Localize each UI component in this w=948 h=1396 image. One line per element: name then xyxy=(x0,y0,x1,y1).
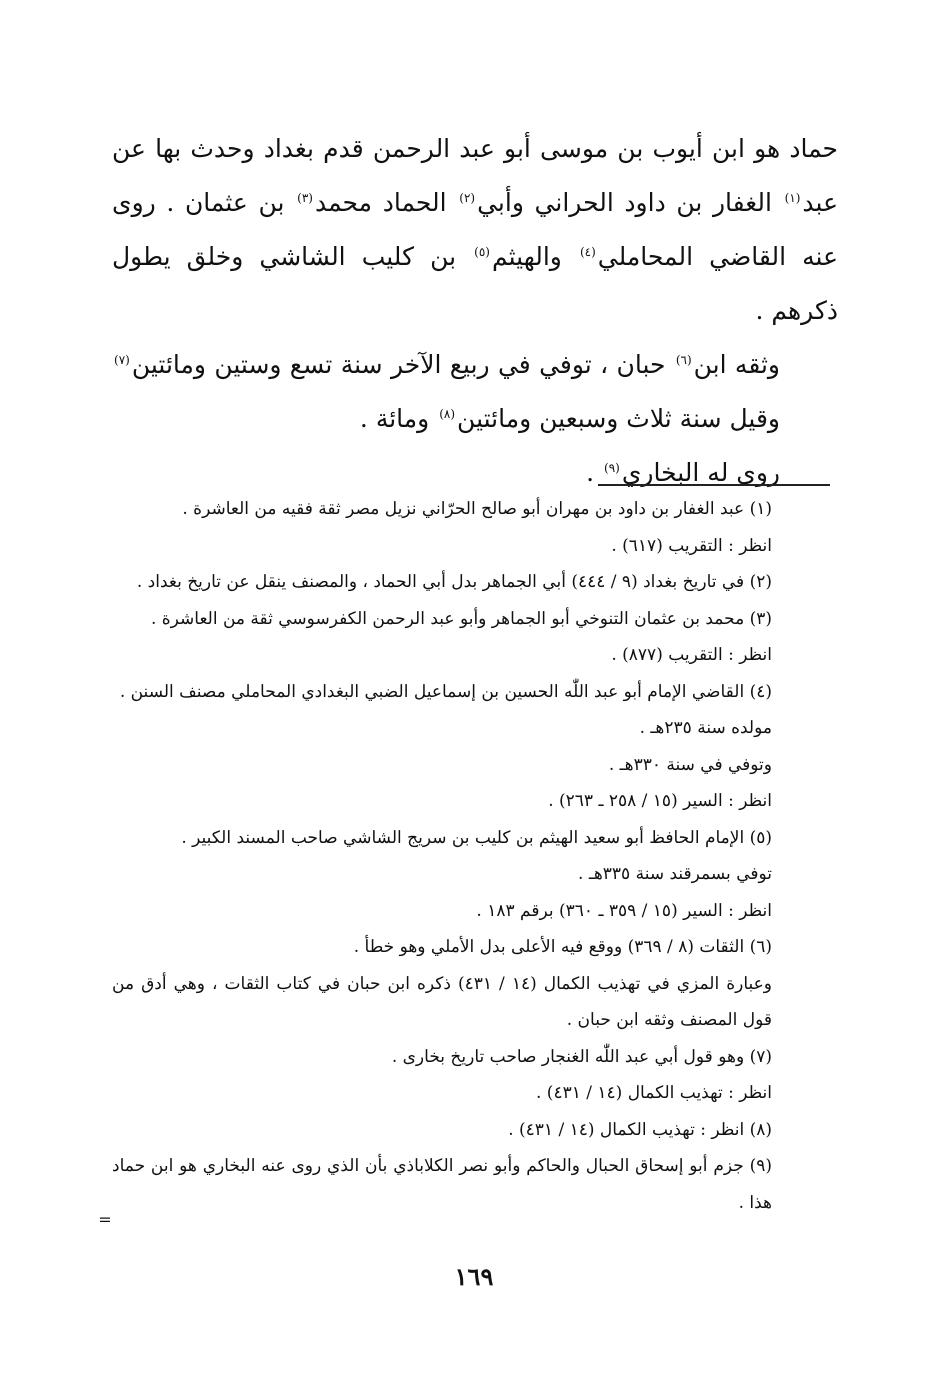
footnote-line: (٩) جزم أبو إسحاق الحبال والحاكم وأبو نصر الكلاباذي بأن الذي روى عنه البخاري هو ابن حماد هذا . xyxy=(112,1156,772,1213)
footnote-line: (١) عبد الغفار بن داود بن مهران أبو صالح الحرّاني نزيل مصر ثقة فقيه من العاشرة . xyxy=(182,499,772,519)
footnote-line: وعبارة المزي في تهذيب الكمال (١٤ / ٤٣١) ذكره ابن حبان في كتاب الثقات ، وهي أدق من قول المصنف وثقه ابن حبان . xyxy=(112,973,772,1030)
main-text-run: ومائة . xyxy=(359,404,438,433)
footnote-ref[interactable]: (٩) xyxy=(604,460,620,475)
footnote-line: انظر : التقريب (٨٧٧) . xyxy=(611,645,772,665)
main-text-run: بن عثمان . روى عنه القاضي المحاملي xyxy=(112,188,838,271)
main-paragraph xyxy=(112,122,838,338)
main-text-run: الغفار بن داود الحراني وأبي xyxy=(477,188,783,217)
footnote-line: (٥) الإمام الحافظ أبو سعيد الهيثم بن كليب بن سريج الشاشي صاحب المسند الكبير . xyxy=(181,827,772,848)
footnote-line: (٣) محمد بن عثمان التنوخي أبو الجماهر وأبو عبد الرحمن الكفرسوسي ثقة من العاشرة . xyxy=(150,608,772,629)
footnote-line: مولده سنة ٢٣٥هـ . xyxy=(639,718,772,738)
footnote-ref[interactable]: (٣) xyxy=(297,190,313,205)
footnote-line: توفي بسمرقند سنة ٣٣٥هـ . xyxy=(578,864,772,884)
footnote-ref[interactable]: (٤) xyxy=(579,244,596,259)
footnote-line: انظر : السير (١٥ / ٣٥٩ ـ ٣٦٠) برقم ١٨٣ . xyxy=(476,900,772,921)
footnotes xyxy=(112,491,830,1221)
footnote-line: (٢) في تاريخ بغداد (٩ / ٤٤٤) أبي الجماهر بدل أبي الحماد ، والمصنف ينقل عن تاريخ بغداد . xyxy=(136,572,772,592)
footnote-ref[interactable]: (٥) xyxy=(474,244,490,259)
main-text-run: روى له البخاري xyxy=(621,458,780,487)
footnote-ref[interactable]: (٧) xyxy=(114,352,130,367)
footnote-line: انظر : السير (١٥ / ٢٥٨ ـ ٢٦٣) . xyxy=(548,791,772,811)
main-text-run: الحماد محمد xyxy=(314,188,458,217)
page-number: ١٦٩ xyxy=(454,1262,494,1291)
footnote-separator xyxy=(598,484,830,486)
footnote-line: انظر : تهذيب الكمال (١٤ / ٤٣١) . xyxy=(536,1083,772,1103)
footnote-line: وتوفي في سنة ٣٣٠هـ . xyxy=(608,754,772,775)
footnote-line: (٨) انظر : تهذيب الكمال (١٤ / ٤٣١) . xyxy=(508,1119,772,1140)
footnote-line: (٧) وهو قول أبي عبد اللّٰه الغنجار صاحب تاريخ بخارى . xyxy=(391,1046,772,1067)
footnote-line: (٦) الثقات (٨ / ٣٦٩) ووقع فيه الأعلى بدل الأملي وهو خطأ . xyxy=(353,937,772,957)
main-text-run: . xyxy=(586,458,603,487)
main-text-run: حماد هو ابن أيوب بن موسى أبو عبد الرحمن قدم بغداد وحدث بها عن عبد xyxy=(112,134,838,217)
footnote-line: (٤) القاضي الإمام أبو عبد اللّٰه الحسين بن إسماعيل الضبي البغدادي المحاملي مصنف السنن . xyxy=(119,681,772,702)
footnote-ref[interactable]: (١) xyxy=(784,190,801,205)
footnote-ref[interactable]: (٦) xyxy=(675,352,692,367)
footnote-ref[interactable]: (٨) xyxy=(439,406,456,421)
main-text-run: حبان ، توفي في ربيع الآخر سنة تسع وستين ومائتين xyxy=(131,350,674,379)
main-paragraph xyxy=(112,338,838,446)
footnote-ref[interactable]: (٢) xyxy=(459,190,476,205)
main-text xyxy=(112,122,838,500)
main-text-run: وثقه ابن xyxy=(693,350,780,379)
footnote-line: انظر : التقريب (٦١٧) . xyxy=(611,535,772,556)
main-text-run: والهيثم xyxy=(491,242,578,271)
continuation-mark: = xyxy=(98,1210,112,1229)
main-text-run: وقيل سنة ثلاث وسبعين ومائتين xyxy=(457,404,780,433)
main-text-run: بن كليب الشاشي وخلق يطول ذكرهم . xyxy=(112,242,838,325)
